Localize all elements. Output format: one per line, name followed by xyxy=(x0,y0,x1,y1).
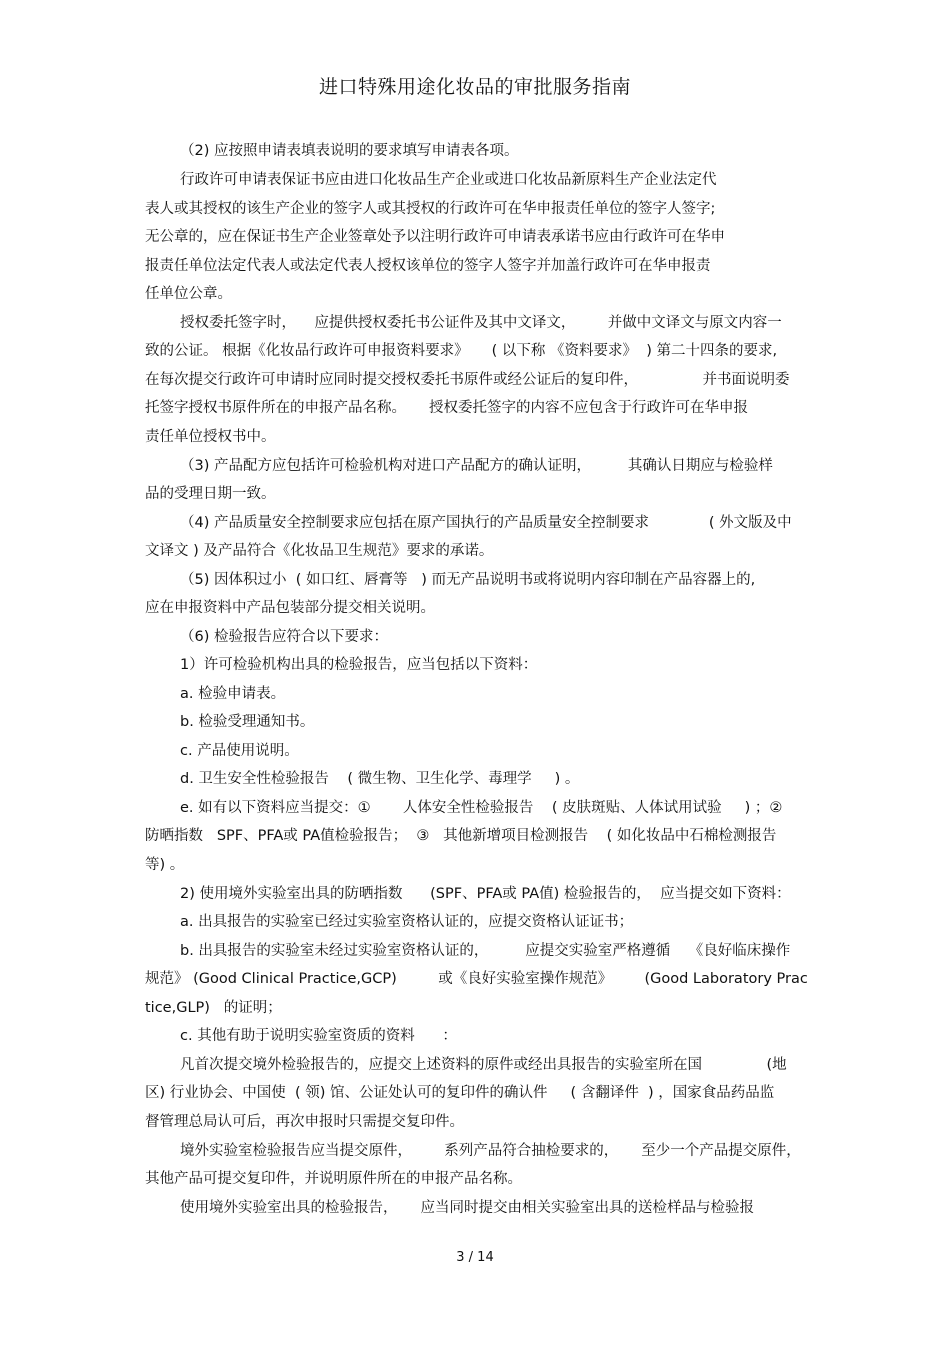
text-line: （2) 应按照申请表填表说明的要求填写申请表各项。 xyxy=(180,143,519,159)
text-line: c. 产品使用说明。 xyxy=(180,743,299,759)
text-line: 区) 行业协会、中国使 ( 领) 馆、公证处认可的复印件的确认件 ( 含翻译件 ) ，国家食品药品监 xyxy=(145,1085,775,1101)
text-line: 责任单位授权书中。 xyxy=(145,429,276,445)
text-line: 无公章的，应在保证书生产企业签章处予以注明行政许可申请表承诺书应由行政许可在华申 xyxy=(145,229,725,245)
text-line: 应在申报资料中产品包装部分提交相关说明。 xyxy=(145,600,435,616)
text-line: tice,GLP) 的证明； xyxy=(145,1000,282,1016)
text-line: a. 检验申请表。 xyxy=(180,686,286,702)
text-line: 等) 。 xyxy=(145,857,185,873)
text-line: 文译文 ) 及产品符合《化妆品卫生规范》要求的承诺。 xyxy=(145,543,494,559)
text-line: b. 检验受理通知书。 xyxy=(180,714,315,730)
text-line: c. 其他有助于说明实验室资质的资料 ： xyxy=(180,1028,457,1044)
text-line: 任单位公章。 xyxy=(145,286,232,302)
text-line: 在每次提交行政许可申请时应同时提交授权委托书原件或经公证后的复印件， 并书面说明委 xyxy=(145,372,790,388)
text-line: a. 出具报告的实验室已经过实验室资格认证的，应提交资格认证证书； xyxy=(180,914,634,930)
text-line: 授权委托签字时， 应提供授权委托书公证件及其中文译文， 并做中文译文与原文内容一 xyxy=(180,315,782,331)
text-line: 其他产品可提交复印件，并说明原件所在的申报产品名称。 xyxy=(145,1171,522,1187)
text-line: e. 如有以下资料应当提交：① 人体安全性检验报告 ( 皮肤斑贴、人体试用试验 ) ；② xyxy=(180,800,783,816)
text-line: 1）许可检验机构出具的检验报告，应当包括以下资料： xyxy=(180,657,538,673)
text-line: d. 卫生安全性检验报告 ( 微生物、卫生化学、毒理学 ) 。 xyxy=(180,771,580,787)
page-number: 3 / 14 xyxy=(456,1250,494,1265)
text-line: 督管理总局认可后，再次申报时只需提交复印件。 xyxy=(145,1114,464,1130)
text-line: 品的受理日期一致。 xyxy=(145,486,276,502)
text-line: 致的公证。 根据《化妆品行政许可申报资料要求》 ( 以下称 《资料要求》 ) 第二十四条的要求, xyxy=(145,343,778,359)
text-line: 凡首次提交境外检验报告的，应提交上述资料的原件或经出具报告的实验室所在国 (地 xyxy=(180,1057,787,1073)
text-line: 防晒指数 SPF、PFA或 PA值检验报告； ③ 其他新增项目检测报告 ( 如化妆品中石棉检测报告 xyxy=(145,828,777,844)
text-line: 托签字授权书原件所在的申报产品名称。 授权委托签字的内容不应包含于行政许可在华申报 xyxy=(145,400,749,416)
page-title: 进口特殊用途化妆品的审批服务指南 xyxy=(318,76,631,98)
text-line: （4) 产品质量安全控制要求应包括在原产国执行的产品质量安全控制要求 ( 外文版及中 xyxy=(180,515,792,531)
text-line: b. 出具报告的实验室未经过实验室资格认证的， 应提交实验室严格遵循 《良好临床操作 xyxy=(180,943,791,959)
text-line: 报责任单位法定代表人或法定代表人授权该单位的签字人签字并加盖行政许可在华申报责 xyxy=(145,258,711,274)
text-line: 境外实验室检验报告应当提交原件， 系列产品符合抽检要求的， 至少一个产品提交原件， xyxy=(180,1143,801,1159)
text-line: 规范》 (Good Clinical Practice,GCP) 或《良好实验室操作规范》 (Good Laboratory Prac xyxy=(145,971,808,987)
text-line: 2) 使用境外实验室出具的防晒指数 (SPF、PFA或 PA值) 检验报告的， 应当提交如下资料： xyxy=(180,886,791,902)
text-line: （6) 检验报告应符合以下要求： xyxy=(180,629,388,645)
text-line: 表人或其授权的该生产企业的签字人或其授权的行政许可在华申报责任单位的签字人签字; xyxy=(145,201,716,217)
text-line: 行政许可申请表保证书应由进口化妆品生产企业或进口化妆品新原料生产企业法定代 xyxy=(180,172,717,188)
text-line: （3) 产品配方应包括许可检验机构对进口产品配方的确认证明， 其确认日期应与检验样 xyxy=(180,458,773,474)
text-line: （5) 因体积过小 ( 如口红、唇膏等 ) 而无产品说明书或将说明内容印制在产品容器上的, xyxy=(180,572,756,588)
text-line: 使用境外实验室出具的检验报告， 应当同时提交由相关实验室出具的送检样品与检验报 xyxy=(180,1200,755,1216)
